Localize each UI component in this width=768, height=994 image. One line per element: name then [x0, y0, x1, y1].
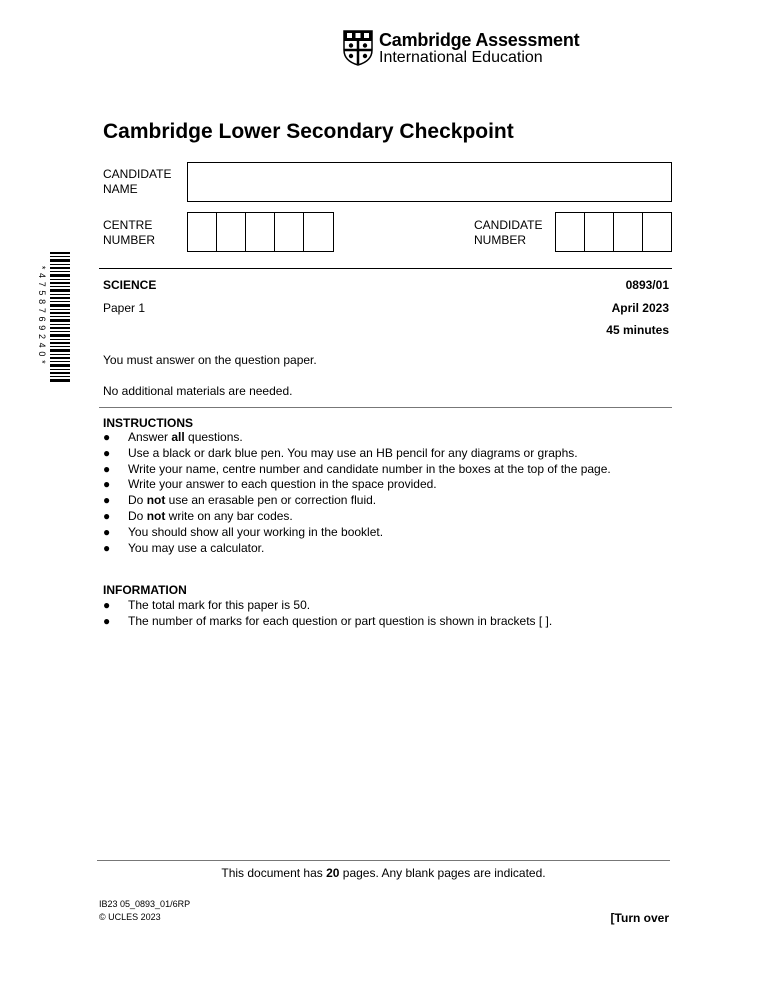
- logo-line-1: Cambridge Assessment: [379, 30, 580, 50]
- instruction-item: [103, 493, 611, 509]
- page-count-number: 20: [326, 866, 340, 880]
- candidate-number-label-line-2: NUMBER: [474, 233, 527, 247]
- cambridge-shield-icon: [343, 30, 373, 66]
- centre-number-label-line-2: NUMBER: [103, 233, 156, 247]
- turn-over: [Turn over: [610, 911, 669, 925]
- candidate-number-label-line-1: CANDIDATE: [474, 218, 543, 232]
- instruction-emphasis: all: [171, 430, 185, 444]
- section-divider: [99, 407, 672, 408]
- cambridge-logo: [343, 30, 580, 70]
- barcode-bars: [50, 252, 70, 384]
- instruction-text: Use a black or dark blue pen. You may use an HB pencil for any diagrams or graphs.: [128, 445, 578, 460]
- instruction-text: questions.: [184, 430, 243, 444]
- instruction-item: [103, 446, 611, 462]
- centre-number-label: [103, 218, 155, 248]
- subject-label: SCIENCE: [103, 278, 157, 292]
- instruction-item: [103, 525, 611, 541]
- page-title: Cambridge Lower Secondary Checkpoint: [103, 120, 514, 143]
- candidate-name-field[interactable]: [187, 162, 672, 202]
- candidate-number-digit-box[interactable]: [555, 212, 585, 252]
- footer-divider: [97, 860, 670, 861]
- information-text: The total mark for this paper is 50.: [128, 598, 311, 612]
- instruction-text: Answer: [128, 430, 172, 444]
- document-reference: IB23 05_0893_01/6RP: [99, 899, 191, 909]
- instruction-text: Do: [128, 493, 147, 508]
- materials-note: No additional materials are needed.: [103, 384, 293, 398]
- candidate-number-digit-box[interactable]: [613, 212, 643, 252]
- instruction-item: [103, 509, 611, 525]
- instruction-text: use an erasable pen or correction fluid.: [165, 493, 377, 508]
- centre-number-digit-box[interactable]: [187, 212, 217, 252]
- centre-number-digit-box[interactable]: [216, 212, 246, 252]
- exam-date: April 2023: [611, 301, 669, 315]
- candidate-number-digit-box[interactable]: [642, 212, 672, 252]
- barcode-text: * 4 7 5 8 7 6 9 2 4 0 *: [37, 265, 47, 365]
- instruction-item: [103, 477, 611, 493]
- instruction-item: [103, 430, 611, 446]
- header-divider: [99, 268, 672, 269]
- centre-number-label-line-1: CENTRE: [103, 218, 153, 232]
- information-list: [103, 598, 552, 630]
- paper-number: Paper 1: [103, 301, 146, 315]
- logo-line-2: International Education: [379, 49, 543, 66]
- instructions-heading: INSTRUCTIONS: [103, 416, 193, 430]
- candidate-name-label-line-2: NAME: [103, 182, 138, 196]
- centre-number-digit-box[interactable]: [274, 212, 304, 252]
- information-heading: INFORMATION: [103, 583, 187, 597]
- instruction-text: You should show all your working in the booklet.: [128, 524, 384, 539]
- answer-note: You must answer on the question paper.: [103, 353, 317, 367]
- instruction-text: write on any bar codes.: [165, 508, 293, 523]
- information-text: The number of marks for each question or part question is shown in brackets [ ].: [128, 613, 553, 628]
- instruction-text: Write your name, centre number and candidate number in the boxes at the top of the page.: [128, 461, 611, 476]
- candidate-name-label-line-1: CANDIDATE: [103, 167, 172, 181]
- instruction-item: [103, 462, 611, 478]
- candidate-name-label: [103, 167, 171, 197]
- copyright: © UCLES 2023: [99, 912, 161, 922]
- instruction-item: [103, 541, 611, 557]
- instruction-text: You may use a calculator.: [128, 540, 265, 555]
- candidate-number-label: [474, 218, 542, 248]
- candidate-number-boxes: [555, 212, 672, 252]
- bullet: ●: [103, 493, 111, 508]
- bullet: ●: [103, 445, 111, 460]
- instruction-text: Write your answer to each question in the space provided.: [128, 477, 437, 492]
- centre-number-digit-box[interactable]: [303, 212, 334, 252]
- candidate-number-digit-box[interactable]: [584, 212, 614, 252]
- page-count-text: pages. Any blank pages are indicated.: [339, 866, 546, 880]
- side-barcode: [28, 252, 72, 384]
- paper-code: 0893/01: [625, 278, 669, 292]
- bullet: ●: [103, 524, 111, 539]
- bullet: ●: [103, 598, 111, 612]
- instructions-list: [103, 430, 611, 556]
- instruction-text: Do: [128, 508, 147, 523]
- bullet: ●: [103, 508, 111, 523]
- bullet: ●: [103, 477, 111, 492]
- information-item: [103, 598, 552, 614]
- page-count-text: This document has: [221, 866, 327, 880]
- centre-number-boxes: [187, 212, 334, 252]
- bullet: ●: [103, 430, 111, 444]
- bullet: ●: [103, 540, 111, 555]
- instruction-emphasis: not: [146, 508, 166, 523]
- instruction-emphasis: not: [146, 493, 166, 508]
- centre-number-digit-box[interactable]: [245, 212, 275, 252]
- page-count-note: [97, 866, 670, 880]
- bullet: ●: [103, 613, 111, 628]
- exam-duration: 45 minutes: [606, 323, 669, 337]
- information-item: [103, 614, 552, 630]
- bullet: ●: [103, 461, 111, 476]
